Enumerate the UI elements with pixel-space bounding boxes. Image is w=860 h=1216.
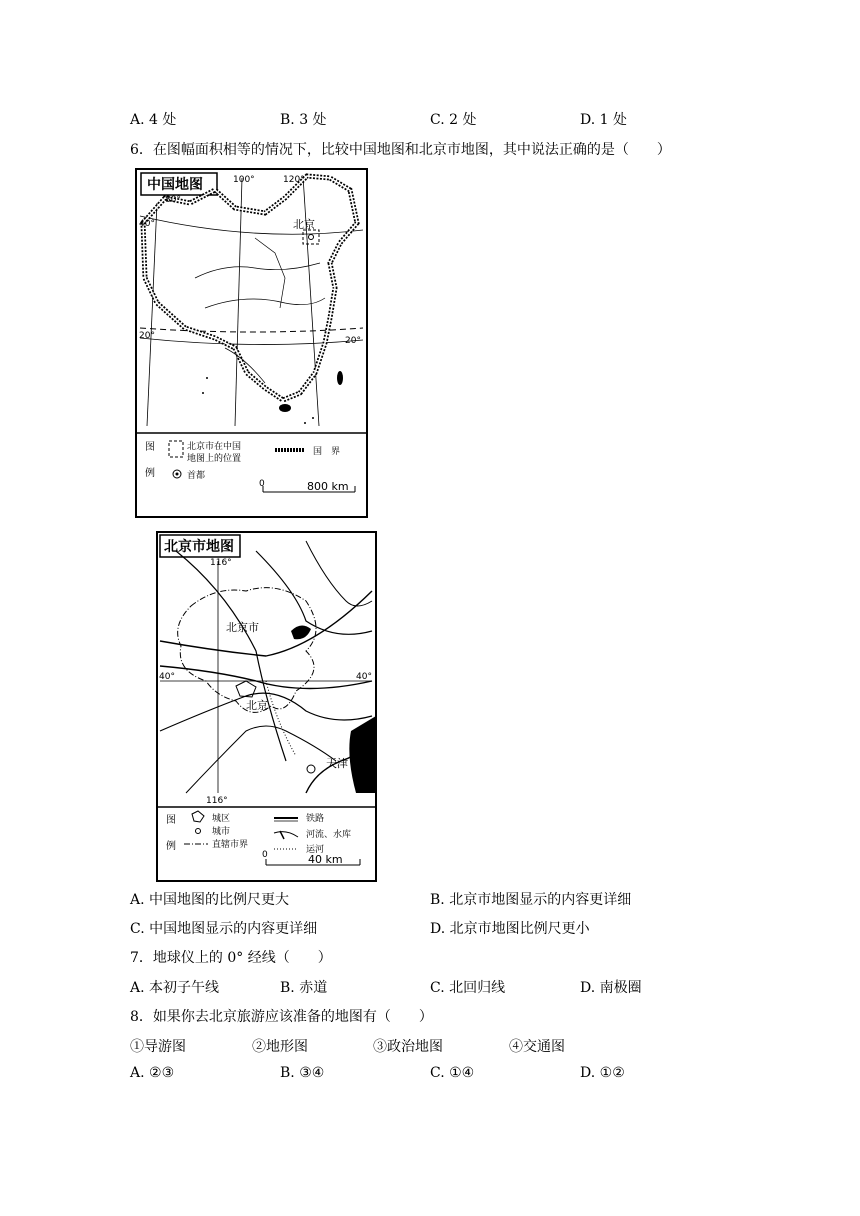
q5-option-a: A. 4 处 — [130, 112, 177, 128]
china-map-lon-100: 100° — [233, 175, 255, 185]
q8-item-4: ④交通图 — [509, 1039, 565, 1055]
beijing-map-title: 北京市地图 — [164, 539, 234, 555]
china-legend-beijing-2: 地图上的位置 — [187, 454, 242, 464]
q5-option-c: C. 2 处 — [430, 112, 477, 128]
china-map — [135, 168, 368, 518]
q7-option-c: C. 北回归线 — [430, 980, 506, 996]
china-map-lon-80: 80° — [165, 195, 181, 205]
china-map-lat-40: 40° — [139, 219, 155, 229]
beijing-legend-city: 城市 — [212, 827, 231, 837]
beijing-legend-heading-2: 例 — [166, 841, 176, 852]
beijing-map-lon-top: 116° — [210, 558, 232, 568]
q8-option-d: D. ①② — [580, 1065, 625, 1081]
china-map-lat-20-right: 20° — [345, 336, 361, 346]
q7-option-d: D. 南极圈 — [580, 980, 642, 996]
q6-option-b: B. 北京市地图显示的内容更详细 — [430, 892, 632, 908]
beijing-scale-zero: 0 — [262, 850, 268, 860]
beijing-legend-urban: 城区 — [212, 814, 231, 824]
china-scale-label: 800 km — [307, 480, 349, 493]
beijing-legend-heading-1: 图 — [166, 815, 176, 826]
q8-option-a: A. ②③ — [130, 1065, 175, 1081]
beijing-legend-boundary: 直辖市界 — [212, 840, 249, 850]
q8-option-b: B. ③④ — [280, 1065, 325, 1081]
q6-option-c: C. 中国地图显示的内容更详细 — [130, 921, 318, 937]
beijing-map-lon-bottom: 116° — [206, 796, 228, 806]
china-map-city-label: 北京 — [293, 218, 315, 231]
china-legend-capital: 首都 — [187, 471, 206, 481]
beijing-legend-river: 河流、水库 — [306, 830, 352, 840]
beijing-map — [156, 531, 377, 882]
q7-option-a: A. 本初子午线 — [130, 980, 220, 996]
china-map-lon-120: 120° — [283, 175, 305, 185]
q6-stem: 6．在图幅面积相等的情况下，比较中国地图和北京市地图，其中说法正确的是（ ） — [130, 142, 671, 158]
q6-option-a: A. 中国地图的比例尺更大 — [130, 892, 290, 908]
q8-item-2: ②地形图 — [252, 1039, 308, 1055]
q7-stem: 7．地球仪上的 0° 经线（ ） — [130, 950, 332, 966]
china-scale-zero: 0 — [259, 479, 265, 489]
q8-stem: 8．如果你去北京旅游应该准备的地图有（ ） — [130, 1009, 433, 1025]
beijing-map-lat-right: 40° — [356, 672, 372, 682]
beijing-map-label-tianjin: 天津 — [326, 757, 348, 770]
q7-option-b: B. 赤道 — [280, 980, 328, 996]
china-map-lat-20-left: 20° — [139, 331, 155, 341]
china-map-title: 中国地图 — [147, 177, 203, 193]
q8-item-3: ③政治地图 — [373, 1039, 443, 1055]
q5-option-d: D. 1 处 — [580, 112, 627, 128]
beijing-map-label-city: 北京 — [246, 699, 268, 712]
china-legend-heading-2: 例 — [145, 468, 155, 479]
beijing-map-label-municipality: 北京市 — [226, 621, 259, 634]
q8-option-c: C. ①④ — [430, 1065, 475, 1081]
china-legend-heading-1: 图 — [145, 442, 155, 453]
q8-item-1: ①导游图 — [130, 1039, 186, 1055]
beijing-map-lat-left: 40° — [159, 672, 175, 682]
q5-option-b: B. 3 处 — [280, 112, 327, 128]
q6-option-d: D. 北京市地图比例尺更小 — [430, 921, 590, 937]
china-legend-border: 国 界 — [313, 447, 341, 457]
beijing-legend-canal: 运河 — [306, 845, 325, 855]
china-legend-beijing-1: 北京市在中国 — [187, 442, 242, 452]
beijing-scale-label: 40 km — [308, 853, 343, 866]
beijing-legend-railway: 铁路 — [306, 814, 325, 824]
